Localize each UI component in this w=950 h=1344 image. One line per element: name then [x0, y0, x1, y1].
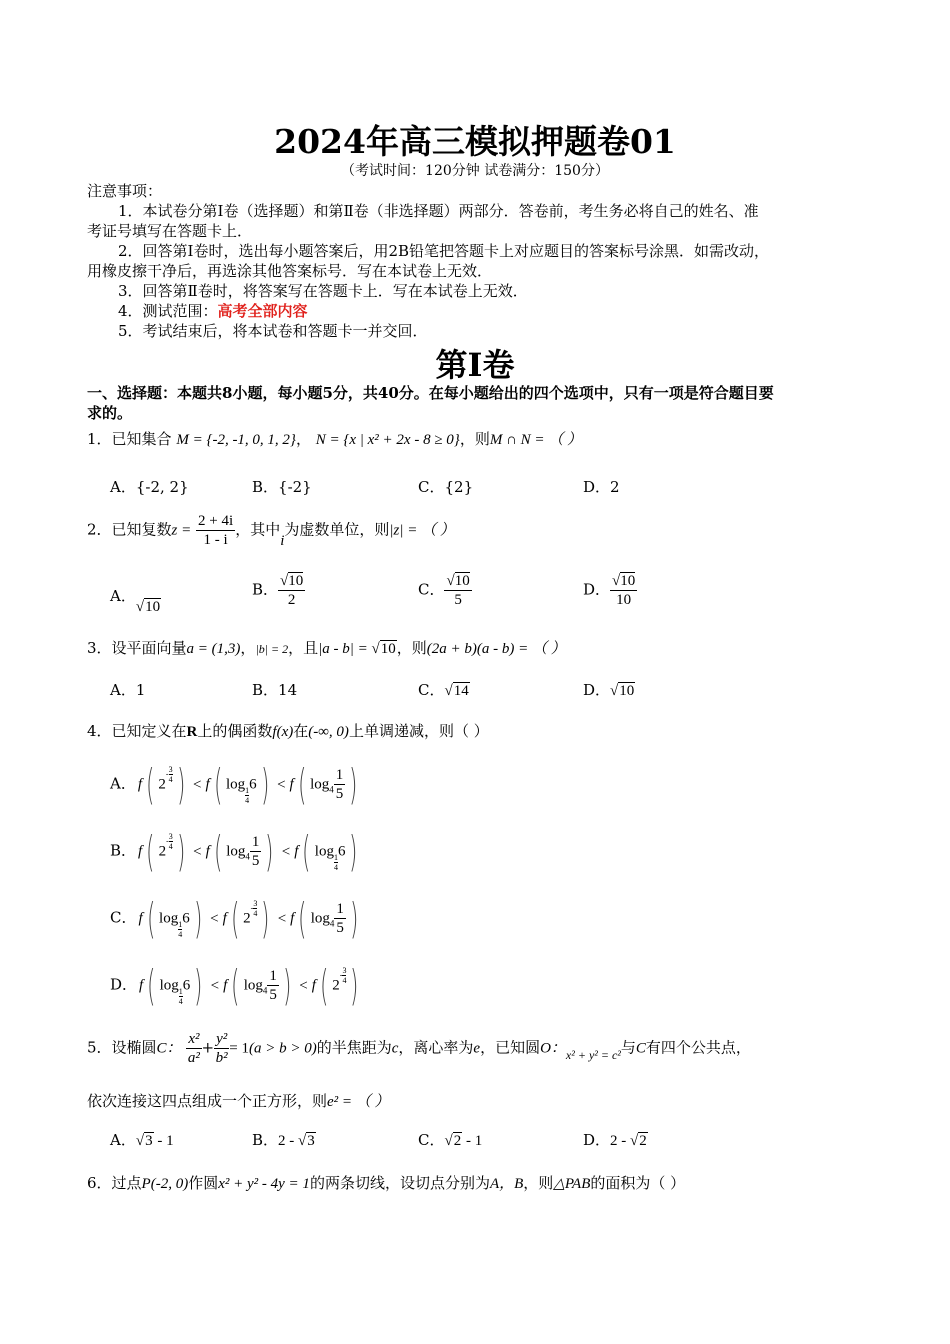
q4-log4-term: [223, 961, 295, 1010]
q2-ask: |z| = （ ）: [389, 522, 455, 539]
q3-option-b: B．14: [252, 681, 298, 699]
q5-option-c: C．√2 - 1: [418, 1131, 483, 1149]
left-paren: (: [146, 760, 155, 809]
q3-option-c: C．√14: [418, 681, 469, 699]
right-paren: ): [349, 760, 358, 809]
q4-log4-term: [290, 760, 362, 809]
note-4-scope: 高考全部内容: [217, 302, 308, 320]
log-base: 4: [262, 985, 268, 996]
frac-num: 1: [269, 968, 277, 984]
q4-option-c: [110, 894, 364, 943]
q1-text: 1．已知集合: [87, 430, 172, 448]
frac-den: 5: [335, 786, 344, 802]
q5-option-d: D．2 - √2: [583, 1131, 647, 1149]
q2-d-num: 10: [620, 573, 636, 589]
q1-sep: ，: [295, 430, 311, 448]
log-base-den: 4: [178, 996, 183, 1006]
exp-den: 4: [342, 976, 347, 986]
question-1-stem: [87, 428, 582, 449]
f-symbol: f: [205, 776, 210, 793]
f-symbol: f: [294, 843, 299, 860]
right-paren: ): [194, 961, 203, 1010]
power-exponent: [251, 899, 258, 918]
q4-text-d: 上单调递减，则（ ）: [348, 722, 489, 740]
exp-sign: -: [250, 903, 254, 913]
q5-b-head: 2 -: [278, 1133, 299, 1149]
power-base: 2: [332, 977, 340, 994]
section-line-2: 求的。: [87, 404, 133, 422]
q1-option-d: D．2: [583, 478, 620, 496]
q2-a-rad: 10: [145, 599, 161, 615]
q5-c-label: C．: [418, 1131, 445, 1149]
log-base: 4: [245, 851, 250, 862]
q5-text: 5．设椭圆: [87, 1038, 157, 1057]
q4-power-term: [223, 894, 274, 943]
note-4-label: 4．测试范围：: [118, 302, 218, 320]
q5-c-rad: 2: [453, 1133, 462, 1149]
left-paren: (: [146, 827, 155, 876]
log-symbol: log: [243, 977, 263, 994]
note-2a: 2．回答第Ⅰ卷时，选出每小题答案后，用2B铅笔把答题卡上对应题目的答案标号涂黑．如需改动，: [118, 242, 770, 260]
log-base-num: 1: [333, 852, 338, 862]
q5-d-head: 2 -: [610, 1133, 631, 1149]
q2-d-label: D．: [583, 580, 611, 599]
log-symbol: log: [226, 776, 246, 793]
q6-p: P(-2, 0): [141, 1176, 189, 1192]
power-exponent: [166, 832, 173, 851]
q6-ab: A，B: [489, 1176, 524, 1192]
q4-option-b: [110, 827, 364, 876]
q5-b-rad: 3: [307, 1133, 315, 1149]
q5-c: C：: [156, 1040, 182, 1057]
q2-b-num: 10: [288, 573, 304, 589]
q3-diff-rad: 10: [380, 641, 396, 657]
log-argument-fraction: [334, 766, 346, 803]
q2-d-den: 10: [616, 592, 632, 608]
q2-option-a: A．√10: [110, 587, 161, 615]
f-symbol: f: [138, 910, 143, 927]
q5-text-d: ，已知圆: [480, 1038, 541, 1057]
log-argument-fraction: [250, 833, 262, 870]
q4-option-a: [110, 760, 364, 809]
frac-den: 5: [251, 853, 260, 869]
q3-c-rad: 14: [453, 683, 469, 699]
q3-ask: (2a + b)(a - b) = （ ）: [426, 641, 566, 657]
exp-num: 3: [168, 765, 173, 775]
q5-text-f: 有四个公共点，: [645, 1038, 751, 1057]
right-paren: ): [260, 760, 269, 809]
right-paren: ): [193, 894, 203, 943]
f-symbol: f: [311, 977, 316, 994]
q4-c-label: C．: [110, 908, 137, 927]
power-exponent: [340, 966, 347, 985]
log-base-den: 4: [245, 795, 250, 805]
q2-c-den: 5: [454, 592, 462, 608]
power-base: 2: [243, 910, 251, 927]
q1-option-c: C．{2}: [418, 478, 474, 496]
left-paren: (: [231, 961, 240, 1010]
less-than: <: [281, 843, 291, 860]
less-than: <: [210, 977, 220, 994]
q3-b: |b| = 2: [255, 642, 289, 656]
q4-option-d: [110, 961, 365, 1010]
log-argument-fraction: [267, 967, 279, 1004]
exp-fraction: [169, 765, 173, 784]
q4-r: R: [186, 724, 198, 740]
q5-ask: e² = （ ）: [327, 1094, 390, 1110]
exp-sign: -: [166, 836, 169, 846]
log-base: 4: [329, 784, 334, 795]
question-4-stem: [87, 720, 489, 741]
q5-y2: y²: [216, 1031, 228, 1047]
f-symbol: f: [223, 977, 228, 994]
q4-b-label: B．: [110, 841, 137, 860]
frac-den: 5: [336, 920, 344, 936]
log-symbol: log: [159, 910, 179, 927]
q6-text-c: 的两条切线，设切点分别为: [309, 1174, 490, 1192]
q6-text-e: 的面积为（ ）: [590, 1174, 686, 1192]
f-symbol: f: [222, 910, 227, 927]
q5-option-b: B．2 - √3: [252, 1131, 315, 1149]
q4-text: 4．已知定义在: [87, 722, 187, 740]
q5-x2: x²: [188, 1031, 200, 1047]
q5-option-a: A．√3 - 1: [110, 1131, 174, 1149]
q2-b-den: 2: [287, 592, 296, 608]
left-paren: (: [298, 894, 307, 943]
q2-num: 2 + 4i: [198, 513, 234, 529]
left-paren: (: [297, 760, 306, 809]
exp-fraction: [169, 832, 173, 851]
q2-option-c: C． $\frac{√10}{5}$: [418, 573, 470, 608]
q2-text: 2．已知复数: [87, 520, 172, 539]
q2-option-b: B． $\frac{√10}{2}$: [252, 573, 304, 608]
frac-num: 1: [251, 834, 260, 850]
f-symbol: f: [137, 776, 143, 793]
q1-text-b: ，则: [459, 430, 490, 448]
q5-e: e: [473, 1040, 481, 1057]
power-exponent: [166, 765, 173, 784]
q5-text-e: 与: [620, 1038, 636, 1057]
exp-fraction: [250, 899, 258, 919]
left-paren: (: [213, 760, 222, 809]
log-argument-fraction: [334, 900, 346, 937]
q5-eq: = 1: [229, 1040, 249, 1057]
log-base: 4: [329, 918, 335, 929]
q5-b-label: B．: [252, 1131, 279, 1149]
q4-text-b: 上的偶函数: [197, 722, 273, 740]
log-base-num: 1: [178, 986, 183, 996]
exp-den: 4: [168, 842, 173, 852]
note-1a: 1．本试卷分第Ⅰ卷（选择题）和第Ⅱ卷（非选择题）两部分．答卷前，考生务必将自己的姓名、准: [118, 202, 759, 220]
q4-log4-term: [206, 827, 278, 876]
f-symbol: f: [289, 776, 294, 793]
q5-a-tail: - 1: [153, 1133, 174, 1149]
q1-option-a: A．{-2, 2}: [110, 478, 189, 496]
log-base-num: 1: [178, 919, 183, 929]
log-symbol: log: [314, 843, 334, 860]
q5-d-label: D．: [583, 1131, 611, 1149]
q4-log14-term: [138, 894, 206, 943]
left-paren: (: [147, 961, 156, 1010]
q1-ask: M ∩ N = （ ）: [489, 432, 583, 448]
q3-option-d: D．√10: [583, 681, 635, 699]
log-argument: 6: [182, 977, 191, 994]
note-1b: 考证号填写在答题卡上．: [87, 222, 253, 240]
less-than: <: [210, 910, 219, 927]
right-paren: ): [282, 961, 292, 1010]
q4-log4-term: [290, 894, 362, 943]
log-argument: 6: [249, 776, 257, 793]
notes-heading: 注意事项：: [87, 182, 163, 200]
q4-d-label: D．: [110, 975, 138, 994]
frac-num: 1: [335, 767, 344, 783]
f-symbol: f: [138, 843, 143, 860]
q5-a2: a²: [187, 1050, 200, 1066]
note-2b: 用橡皮擦干净后，再选涂其他答案标号．写在本试卷上无效．: [87, 262, 493, 280]
q3-d-rad: 10: [619, 683, 635, 699]
question-3-stem: 3．设平面向量a = (1,3)，|b| = 2，且|a - b| = √10，则(2a + b)(a - b) = （ ）: [87, 639, 566, 657]
less-than: <: [192, 776, 202, 793]
question-6-stem: [87, 1172, 685, 1193]
frac-num: 1: [336, 901, 344, 917]
q2-text-c: 为虚数单位，则: [284, 520, 390, 539]
q3-text-b: ，且: [288, 639, 319, 657]
less-than: <: [277, 776, 286, 793]
left-paren: (: [302, 827, 311, 876]
note-5: 5．考试结束后，将本试卷和答题卡一并交回．: [118, 322, 428, 340]
exp-sign: -: [339, 970, 343, 980]
q4-power-term: [138, 827, 189, 876]
q2-text-b: ，其中: [235, 520, 281, 539]
q2-c-num: 10: [454, 573, 470, 589]
left-paren: (: [319, 961, 329, 1010]
q1-set-m: M = {-2, -1, 0, 1, 2}: [176, 432, 296, 448]
q6-text-d: ，则: [523, 1174, 554, 1192]
exp-num: 3: [253, 899, 258, 909]
right-paren: ): [176, 827, 186, 876]
log-symbol: log: [310, 910, 330, 927]
left-paren: (: [230, 894, 240, 943]
q4-log14-term: [205, 760, 273, 809]
exp-den: 4: [253, 909, 258, 919]
frac-den: 5: [269, 987, 277, 1003]
q2-b-label: B．: [252, 580, 279, 599]
q6-tri: △PAB: [553, 1176, 591, 1192]
right-paren: ): [349, 827, 358, 876]
q3-text: 3．设平面向量: [87, 639, 187, 657]
power-base: 2: [158, 843, 167, 860]
q6-text: 6．过点: [87, 1174, 142, 1192]
q3-text-c: ，则: [396, 639, 427, 657]
exp-den: 4: [168, 775, 173, 785]
log-base-den: 4: [178, 929, 183, 939]
q5-circle: x² + y² = c²: [565, 1047, 621, 1062]
q2-fraction: [196, 512, 235, 549]
q5-text-b: 的半焦距为: [316, 1038, 392, 1057]
right-paren: ): [261, 894, 270, 943]
note-3: 3．回答第Ⅱ卷时，将答案写在答题卡上．写在本试卷上无效．: [118, 282, 528, 300]
less-than: <: [193, 843, 202, 860]
q2-a-label: A．: [110, 587, 136, 605]
less-than: <: [299, 977, 308, 994]
q4-fx: f(x): [272, 724, 294, 740]
q5-c2: C: [635, 1040, 646, 1057]
q6-text-b: 作圆: [188, 1174, 219, 1192]
q4-power-term: [138, 760, 189, 809]
q3-c-label: C．: [418, 681, 445, 699]
q3-a: a = (1,3): [186, 641, 241, 657]
volume-heading: 第Ⅰ卷: [435, 346, 515, 384]
log-symbol: log: [159, 977, 179, 994]
log-argument: 6: [182, 910, 190, 927]
log-argument: 6: [337, 843, 346, 860]
q5-c-tail: - 1: [462, 1133, 483, 1149]
q4-interval: (-∞, 0): [308, 724, 349, 740]
q4-power-term: [312, 961, 363, 1010]
page-title: 2024年高三模拟押题卷01: [274, 122, 676, 161]
q4-log14-term: [294, 827, 362, 876]
q3-d-label: D．: [583, 681, 611, 699]
right-paren: ): [350, 894, 359, 943]
q5-d-rad: 2: [639, 1133, 647, 1149]
log-base-den: 4: [333, 862, 338, 872]
exp-num: 3: [342, 966, 347, 976]
q5-cond: (a > b > 0): [248, 1040, 317, 1057]
log-base-num: 1: [245, 785, 250, 795]
right-paren: ): [176, 760, 185, 809]
q3-option-a: A．1: [110, 681, 146, 699]
q4-a-label: A．: [110, 774, 136, 793]
q6-circle: x² + y² - 4y = 1: [218, 1176, 310, 1192]
exam-info: （考试时间：120分钟 试卷满分：150分）: [341, 163, 609, 179]
right-paren: ): [350, 961, 359, 1010]
question-2-stem: [87, 512, 455, 549]
q2-den: 1 - i: [203, 532, 228, 548]
q5-a-label: A．: [110, 1131, 136, 1149]
left-paren: (: [146, 894, 155, 943]
left-paren: (: [213, 827, 223, 876]
q5-a-rad: 3: [145, 1133, 153, 1149]
q2-option-d: D． $\frac{√10}{10}$: [583, 573, 636, 608]
q2-i: i: [280, 532, 285, 549]
q3-diff: |a - b| =: [318, 641, 372, 657]
question-5-stem: 5．设椭圆C： $\frac{\text{x²}}{\text{a²}}$ + $\frac{\text{y²}}{\text{b²}}$ = 1(a > b > 0)的半焦距为c，离心率为e，已知圆O：$_{x^2 + y^2 = c^2}$与C有四个公共点，: [87, 1031, 751, 1066]
f-symbol: f: [290, 910, 295, 927]
exp-num: 3: [168, 832, 173, 842]
log-symbol: log: [226, 843, 246, 860]
q5-text-c: ，离心率为: [398, 1038, 474, 1057]
right-paren: ): [265, 827, 274, 876]
section-line-1: 一、选择题：本题共8小题，每小题5分，共40分。在每小题给出的四个选项中，只有一项是符合题目要: [87, 384, 774, 402]
f-symbol: f: [139, 977, 144, 994]
q1-option-b: B．{-2}: [252, 478, 312, 496]
q5-b2: b²: [215, 1050, 228, 1066]
q2-c-label: C．: [418, 580, 445, 599]
q1-set-n: N = {x | x² + 2x - 8 ≥ 0}: [315, 432, 460, 448]
q5-c-var: c: [391, 1040, 399, 1057]
q2-z: z =: [171, 522, 192, 539]
q5-o: O：: [540, 1040, 566, 1057]
less-than: <: [277, 910, 287, 927]
exp-sign: -: [165, 769, 169, 779]
power-base: 2: [158, 776, 166, 793]
question-5-line-2: [87, 1090, 390, 1111]
q4-log14-term: [139, 961, 207, 1010]
log-symbol: log: [310, 776, 330, 793]
f-symbol: f: [205, 843, 210, 860]
note-4: [118, 300, 308, 321]
q4-text-c: 在: [293, 722, 309, 740]
q5-line2: 依次连接这四点组成一个正方形，则: [87, 1092, 328, 1110]
exp-fraction: [339, 966, 347, 986]
